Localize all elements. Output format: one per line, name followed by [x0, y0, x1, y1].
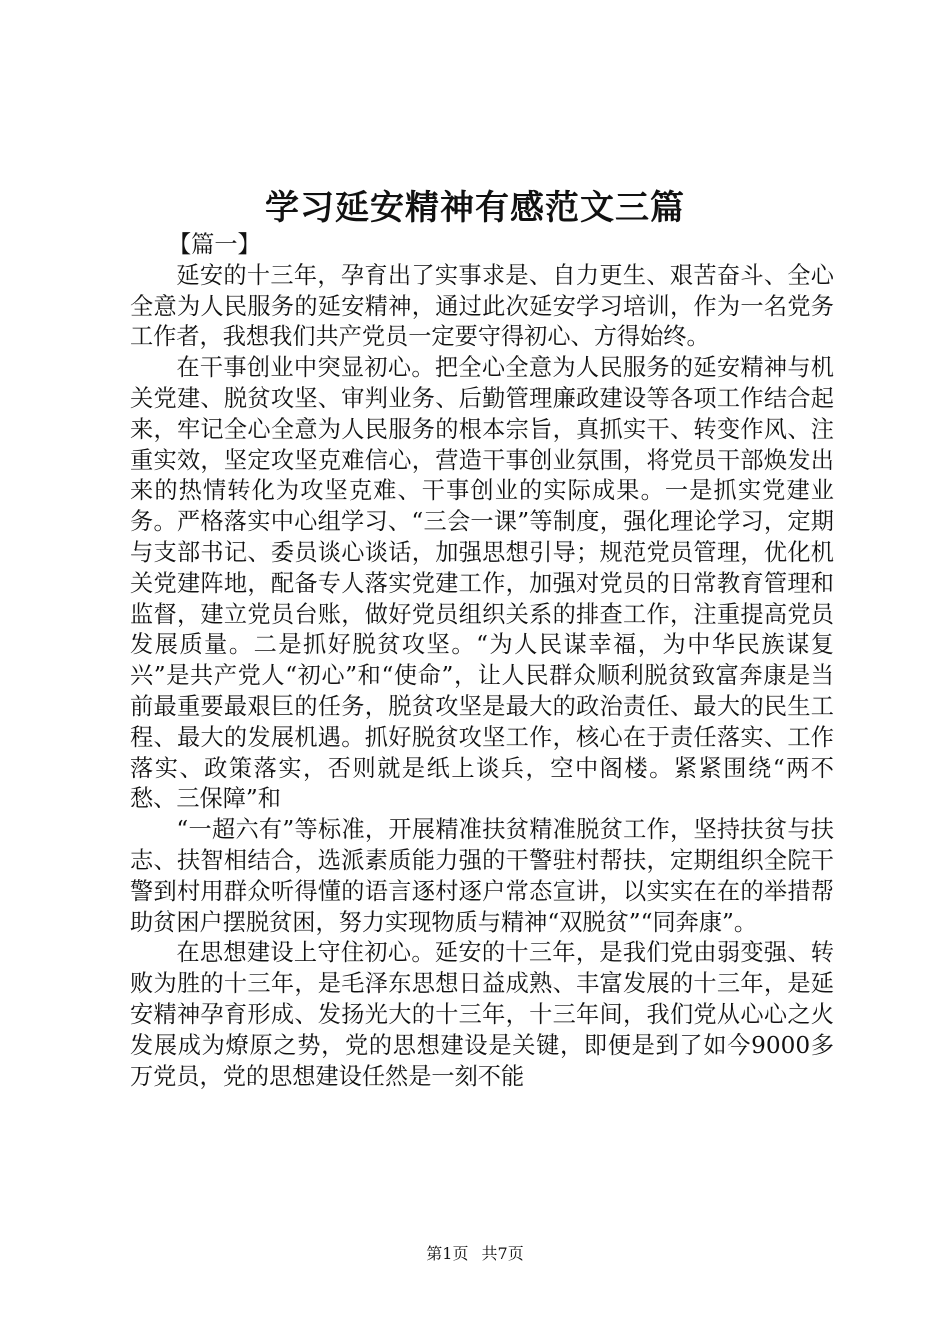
section-label: 【篇一】 [168, 231, 261, 258]
paragraph-4: 在思想建设上守住初心。延安的十三年，是我们党由弱变强、转败为胜的十三年，是毛泽东思想日益成熟、丰富发展的十三年，是延安精神孕育形成、发扬光大的十三年，十三年间，我们党从心心之火发展成为燎原之势，党的思想建设是关键，即便是到了如今9000多万党员，党的思想建设任然是一刻不能 [130, 939, 834, 1090]
page-footer [0, 1244, 950, 1264]
page-number-current: 第1页 [426, 1244, 469, 1263]
paragraph-2: 在干事创业中突显初心。把全心全意为人民服务的延安精神与机关党建、脱贫攻坚、审判业务、后勤管理廉政建设等各项工作结合起来，牢记全心全意为人民服务的根本宗旨，真抓实干、转变作风、注重实效，坚定攻坚克难信心，营造干事创业氛围，将党员干部焕发出来的热情转化为攻坚克难、干事创业的实际成果。一是抓实党建业务。严格落实中心组学习、“三会一课”等制度，强化理论学习，定期与支部书记、委员谈心谈话，加强思想引导；规范党员管理，优化机关党建阵地，配备专人落实党建工作，加强对党员的日常教育管理和监督，建立党员台账，做好党员组织关系的排查工作，注重提高党员发展质量。二是抓好脱贫攻坚。“为人民谋幸福，为中华民族谋复兴”是共产党人“初心”和“使命”，让人民群众顺利脱贫致富奔康是当前最重要最艰巨的任务，脱贫攻坚是最大的政治责任、最大的民生工程、最大的发展机遇。抓好脱贫攻坚工作，核心在于责任落实、工作落实、政策落实，否则就是纸上谈兵，空中阁楼。紧紧围绕“两不愁、三保障”和 [130, 354, 834, 813]
document-title: 学习延安精神有感范文三篇 [265, 188, 685, 228]
page-number-total: 共7页 [481, 1244, 524, 1263]
paragraph-3: “一超六有”等标准，开展精准扶贫精准脱贫工作，坚持扶贫与扶志、扶智相结合，选派素质能力强的干警驻村帮扶，定期组织全院干警到村用群众听得懂的语言逐村逐户常态宣讲，以实实在在的举措帮助贫困户摆脱贫困，努力实现物质与精神“双脱贫”“同奔康”。 [130, 816, 834, 936]
paragraph-1: 延安的十三年，孕育出了实事求是、自力更生、艰苦奋斗、全心全意为人民服务的延安精神，通过此次延安学习培训，作为一名党务工作者，我想我们共产党员一定要守得初心、方得始终。 [130, 261, 834, 351]
document-body [130, 230, 834, 1092]
